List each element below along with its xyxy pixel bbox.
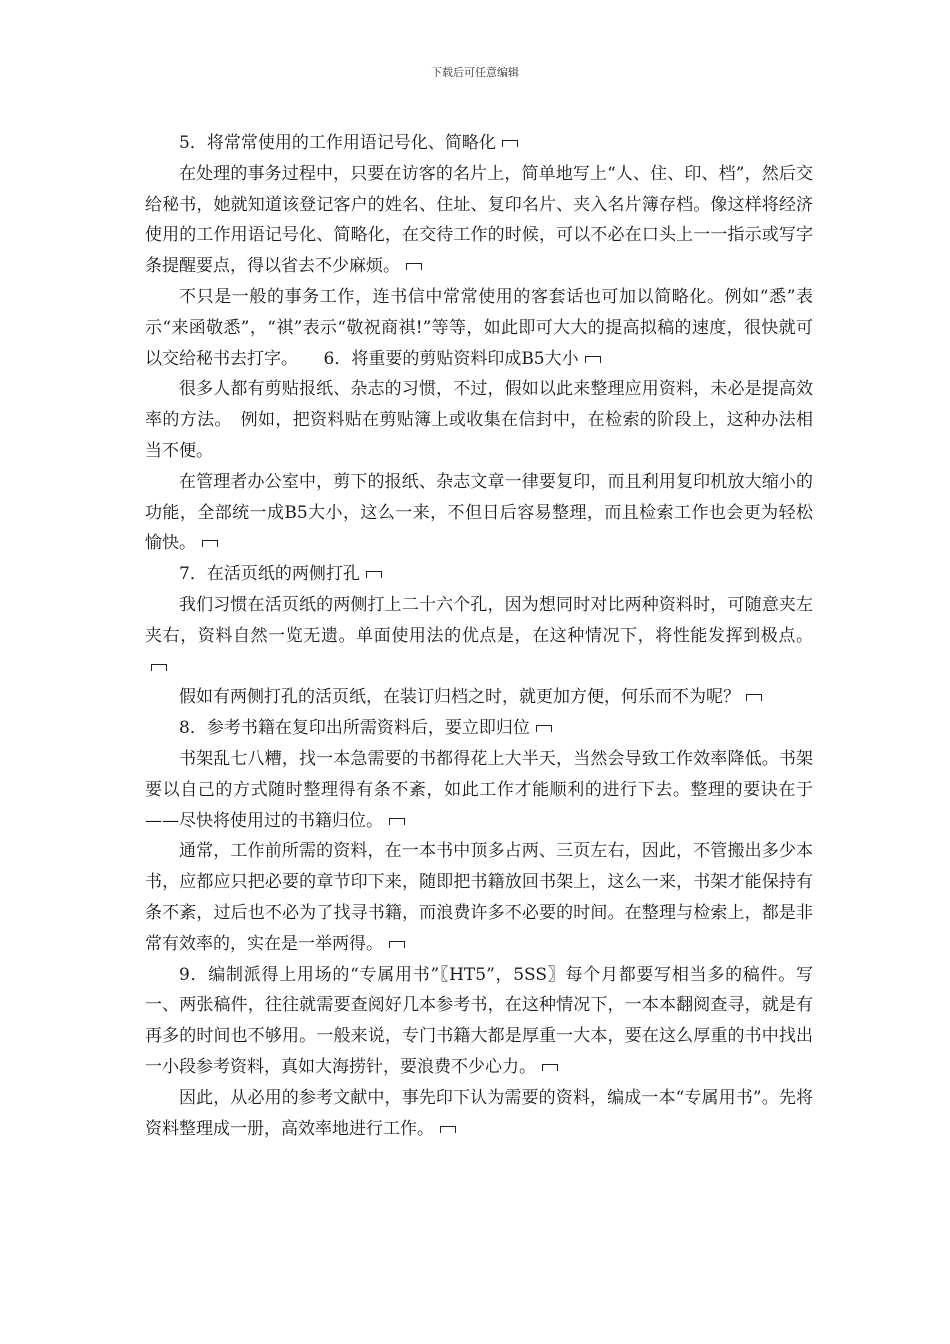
heading-5: 5．将常常使用的工作用语记号化、简略化 — [145, 128, 813, 159]
paragraph: 很多人都有剪贴报纸、杂志的习惯，不过，假如以此来整理应用资料，未必是提高效率的方法。 例如，把资料贴在剪贴簿上或收集在信封中，在检索的阶段上，这种办法相当不便。 — [145, 379, 813, 461]
paragraph-mark-icon — [744, 691, 764, 703]
paragraph: 书架乱七八糟，找一本急需要的书都得花上大半天，当然会导致工作效率降低。书架要以自己的方式随时整理得有条不紊，如此工作才能顺利的进行下去。整理的要诀在于——尽快将使用过的书籍归位。 — [145, 748, 813, 831]
paragraph: 在管理者办公室中，剪下的报纸、杂志文章一律要复印，而且利用复印机放大缩小的功能，全部统一成B5大小，这么一来，不但日后容易整理，而且检索工作也会更为轻松愉快。 — [145, 471, 813, 554]
document-body — [145, 128, 813, 1144]
heading-8: 8．参考书籍在复印出所需资料后，要立即归位 — [145, 713, 813, 744]
paragraph: 假如有两侧打孔的活页纸，在装订归档之时，就更加方便，何乐而不为呢？ — [145, 682, 813, 713]
page-header: 下载后可任意编辑 — [431, 66, 519, 79]
paragraph: 我们习惯在活页纸的两侧打上二十六个孔，因为想同时对比两种资料时，可随意夹左夹右，资料自然一览无遗。单面使用法的优点是，在这种情况下，将性能发挥到极点。 — [145, 590, 813, 682]
paragraph-mark-icon — [149, 661, 169, 673]
heading-7: 7．在活页纸的两侧打孔 — [145, 559, 813, 590]
paragraph-mark-icon — [387, 815, 407, 827]
paragraph: 9．编制派得上用场的“专属用书”〖HT5”，5SS〗每个月都要写相当多的稿件。写一、两张稿件，往往就需要查阅好几本参考书，在这种情况下，一本本翻阅查寻，就是有再多的时间也不够用。一般来说，专门书籍大都是厚重一大本，要在这么厚重的书中找出一小段参考资料，真如大海捞针，要浪费不少心力。 — [145, 964, 813, 1077]
paragraph: 因此，从必用的参考文献中，事先印下认为需要的资料，编成一本“专属用书”。先将资料整理成一册，高效率地进行工作。 — [145, 1087, 813, 1139]
paragraph-mark-icon — [540, 1061, 560, 1073]
paragraph-mark-icon — [534, 722, 554, 734]
paragraph-mark-icon — [387, 938, 407, 950]
paragraph: 不只是一般的事务工作，连书信中常常使用的客套话也可加以简略化。例如“悉”表示“来函敬悉”，“祺”表示“敬祝商祺!”等等，如此即可大大的提高拟稿的速度，很快就可以交给秘书去打字。 6．将重要的剪贴资料印成B5大小 — [145, 286, 813, 369]
paragraph-mark-icon — [583, 353, 603, 365]
paragraph-mark-icon — [200, 537, 220, 549]
paragraph-mark-icon — [364, 568, 384, 580]
paragraph-mark-icon — [438, 1123, 458, 1135]
paragraph: 在处理的事务过程中，只要在访客的名片上，简单地写上“人、住、印、档”，然后交给秘书，她就知道该登记客户的姓名、住址、复印名片、夹入名片簿存档。像这样将经济使用的工作用语记号化、简略化，在交待工作的时候，可以不必在口头上一一指示或写字条提醒要点，得以省去不少麻烦。 — [145, 163, 813, 277]
paragraph-mark-icon — [500, 137, 520, 149]
paragraph: 通常，工作前所需的资料，在一本书中顶多占两、三页左右，因此，不管搬出多少本书，应都应只把必要的章节印下来，随即把书籍放回书架上，这么一来，书架才能保持有条不紊，过后也不必为了找寻书籍，而浪费许多不必要的时间。在整理与检索上，都是非常有效率的，实在是一举两得。 — [145, 841, 813, 954]
paragraph-mark-icon — [404, 260, 424, 272]
